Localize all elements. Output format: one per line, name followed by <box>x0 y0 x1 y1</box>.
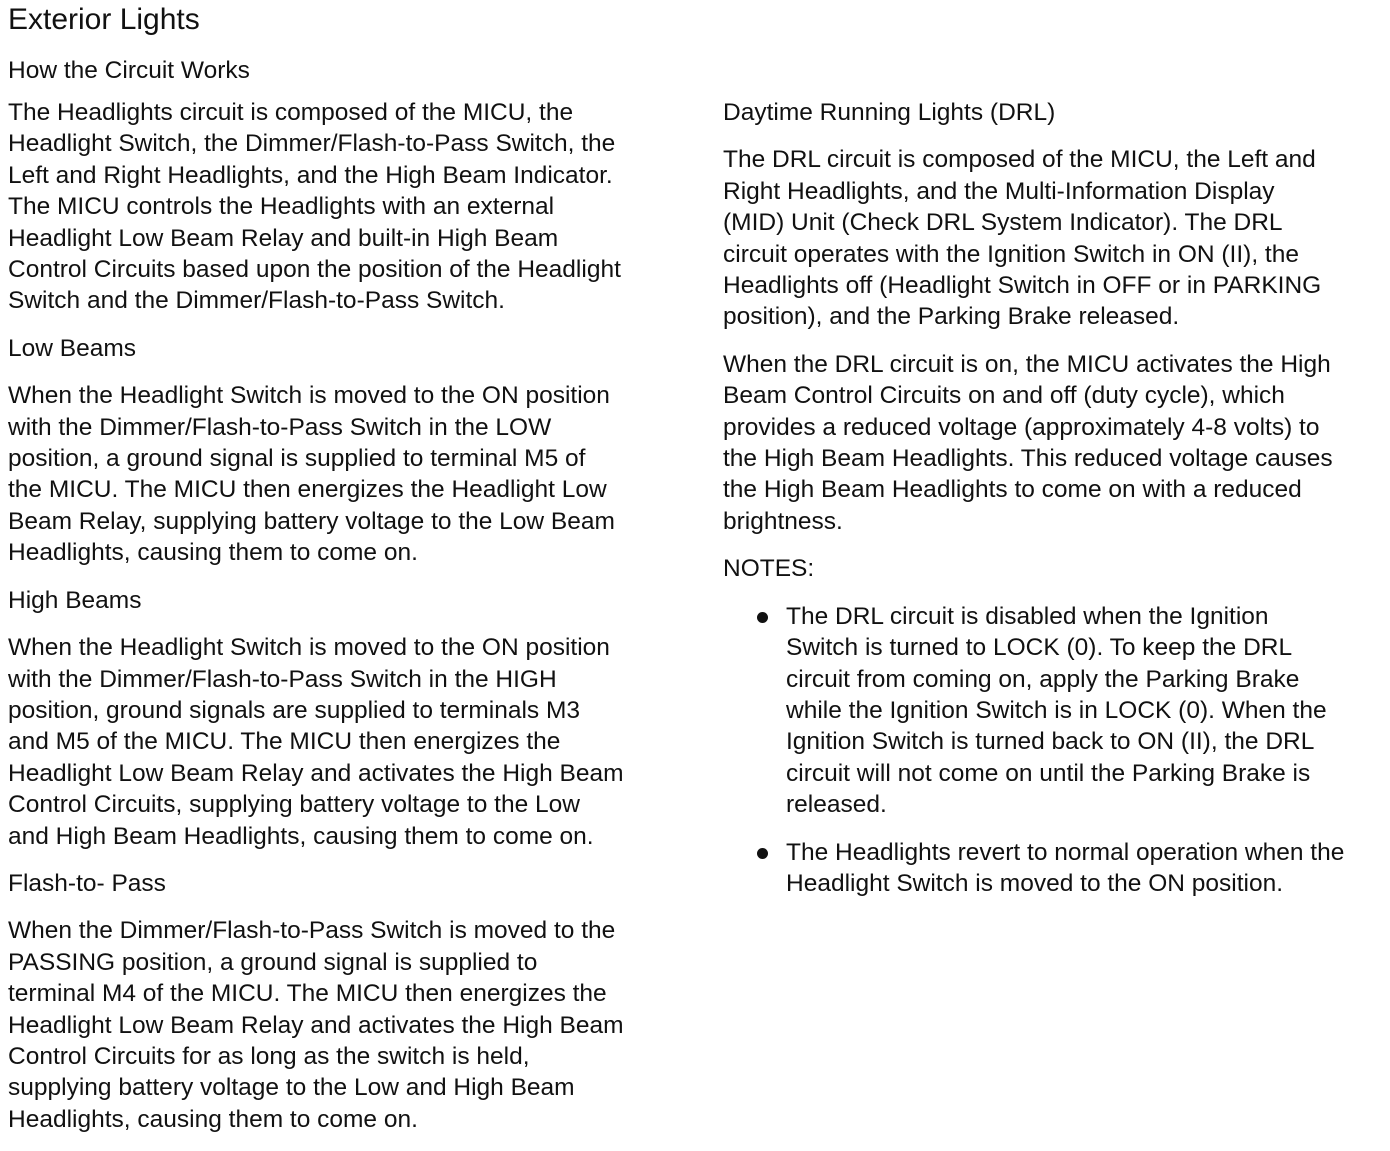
list-item <box>723 837 1388 900</box>
text-line: with the Dimmer/Flash-to-Pass Switch in the HIGH <box>8 665 557 693</box>
text-line: supplying battery voltage to the Low and High Beam <box>8 1074 575 1102</box>
text-line: circuit will not come on until the Parking Brake is <box>786 759 1311 787</box>
text-line: The MICU controls the Headlights with an external <box>8 193 555 221</box>
text-line: Headlights, causing them to come on. <box>8 539 418 567</box>
text-line: the MICU. The MICU then energizes the Headlight Low <box>8 476 607 504</box>
text-line: Headlights, causing them to come on. <box>8 1105 418 1133</box>
right-column <box>723 97 1388 915</box>
drl-paragraph-1 <box>723 144 1388 332</box>
text-line: position, a ground signal is supplied to terminal M5 of <box>8 445 586 473</box>
text-line: PASSING position, a ground signal is supplied to <box>8 948 538 976</box>
text-line: Switch is turned to LOCK (0). To keep the DRL <box>786 634 1293 662</box>
flash-to-pass-heading: Flash-to- Pass <box>8 869 166 897</box>
text-line: The Headlights circuit is composed of the MICU, the <box>8 99 574 126</box>
text-line: and High Beam Headlights, causing them to come on. <box>8 822 594 850</box>
text-line: The Headlights revert to normal operation when the <box>786 838 1345 866</box>
text-line: Beam Relay, supplying battery voltage to the Low Beam <box>8 507 615 535</box>
text-line: Ignition Switch is turned back to ON (II), the DRL <box>786 728 1315 756</box>
high-beams-paragraph <box>8 632 688 852</box>
notes-label: NOTES: <box>723 555 815 583</box>
low-beams-heading: Low Beams <box>8 334 137 362</box>
text-line: position), and the Parking Brake released. <box>723 303 1180 331</box>
drl-heading-block <box>723 97 1388 128</box>
text-line: circuit operates with the Ignition Switch in ON (II), the <box>723 240 1299 268</box>
text-line: circuit from coming on, apply the Parking Brake <box>786 665 1300 693</box>
low-beams-heading-block <box>8 333 688 364</box>
text-line: The DRL circuit is composed of the MICU, the Left and <box>723 146 1316 174</box>
text-line: The DRL circuit is disabled when the Ignition <box>786 602 1269 630</box>
section-title: How the Circuit Works <box>8 57 250 84</box>
list-item <box>723 601 1388 821</box>
text-line: Headlight Switch, the Dimmer/Flash-to-Pass Switch, the <box>8 130 616 158</box>
text-line: Control Circuits, supplying battery voltage to the Low <box>8 791 580 819</box>
text-line: Switch and the Dimmer/Flash-to-Pass Switch. <box>8 287 505 315</box>
text-line: provides a reduced voltage (approximately 4-8 volts) to <box>723 413 1320 441</box>
drl-heading: Daytime Running Lights (DRL) <box>723 99 1056 126</box>
high-beams-heading: High Beams <box>8 586 142 614</box>
text-line: When the Headlight Switch is moved to the ON position <box>8 634 610 662</box>
low-beams-paragraph <box>8 380 688 568</box>
text-line: Left and Right Headlights, and the High Beam Indicator. <box>8 161 613 189</box>
text-line: Headlight Low Beam Relay and built-in High Beam <box>8 224 559 252</box>
notes-label-block <box>723 553 1388 584</box>
flash-to-pass-heading-block <box>8 868 688 899</box>
page-title: Exterior Lights <box>8 3 200 36</box>
drl-paragraph-2 <box>723 349 1388 537</box>
text-line: with the Dimmer/Flash-to-Pass Switch in the LOW <box>8 413 552 441</box>
text-line: Headlight Low Beam Relay and activates the High Beam <box>8 1011 624 1039</box>
notes-list <box>723 601 1388 900</box>
text-line: Right Headlights, and the Multi-Information Display <box>723 177 1275 205</box>
text-line: the High Beam Headlights. This reduced voltage causes <box>723 445 1333 473</box>
intro-paragraph <box>8 97 688 317</box>
text-line: Control Circuits for as long as the switch is held, <box>8 1042 530 1070</box>
text-line: When the Headlight Switch is moved to the ON position <box>8 382 610 410</box>
text-line: Control Circuits based upon the position of the Headlight <box>8 256 621 284</box>
text-line: terminal M4 of the MICU. The MICU then energizes the <box>8 980 607 1008</box>
bullet-icon <box>757 612 768 623</box>
text-line: while the Ignition Switch is in LOCK (0). When the <box>786 696 1327 724</box>
text-line: Headlights off (Headlight Switch in OFF or in PARKING <box>723 272 1322 300</box>
text-line: brightness. <box>723 507 843 535</box>
text-line: the High Beam Headlights to come on with a reduced <box>723 476 1302 504</box>
text-line: (MID) Unit (Check DRL System Indicator). The DRL <box>723 209 1283 237</box>
high-beams-heading-block <box>8 585 688 616</box>
text-line: Headlight Switch is moved to the ON position. <box>786 869 1284 897</box>
left-column <box>8 97 688 1151</box>
text-line: position, ground signals are supplied to terminals M3 <box>8 696 580 724</box>
text-line: released. <box>786 791 887 819</box>
text-line: When the DRL circuit is on, the MICU activates the High <box>723 350 1331 378</box>
text-line: Headlight Low Beam Relay and activates the High Beam <box>8 759 624 787</box>
flash-to-pass-paragraph <box>8 915 688 1135</box>
text-line: Beam Control Circuits on and off (duty cycle), which <box>723 382 1285 410</box>
bullet-icon <box>757 848 768 859</box>
text-line: and M5 of the MICU. The MICU then energizes the <box>8 728 561 756</box>
text-line: When the Dimmer/Flash-to-Pass Switch is moved to the <box>8 917 616 945</box>
